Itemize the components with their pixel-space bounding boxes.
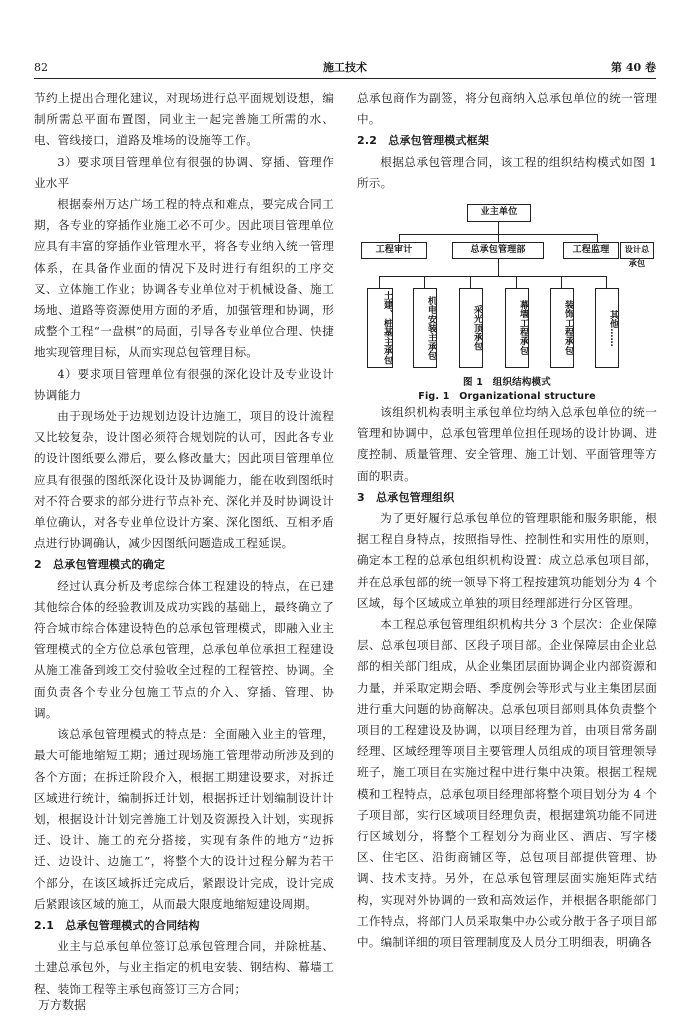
- org-box-decoration: 装饰工程承包: [550, 288, 574, 368]
- paragraph: 该组织机构表明主承包单位均纳入总承包单位的统一管理和协调中，总承包管理单位担任现场的设计协调、进度控制、质量管理、安全管理、施工计划、平面管理等方面的职责。: [357, 405, 657, 483]
- paragraph: 节约上提出合理化建议，对现场进行总平面规划设想，编制所需总平面布置图，同业主一起完善施工所需的水、电、管线接口，道路及堆场的设施等工作。: [34, 91, 334, 148]
- org-chart-figure: [357, 194, 657, 402]
- org-box-audit: 工程审计: [361, 242, 427, 259]
- connector-line: [379, 276, 606, 277]
- watermark-footer: 万方数据: [38, 998, 87, 1012]
- section-heading: 2 总承包管理模式的确定: [34, 558, 166, 572]
- paragraph: 业主与总承包单位签订总承包管理合同，并除桩基、土建总承包外，与业主指定的机电安装、钢结构、幕墙工程、装饰工程等主承包商签订三方合同；: [34, 939, 334, 996]
- connector-line: [498, 222, 499, 234]
- org-box-design-gc: 设计总承包: [620, 242, 654, 259]
- connector-line: [379, 276, 380, 288]
- figure-caption-en: Fig. 1 Organizational structure: [418, 391, 596, 403]
- paragraph: 总承包商作为副签，将分包商纳入总承包单位的统一管理中。: [357, 91, 657, 127]
- org-box-owner: 业主单位: [467, 204, 531, 222]
- org-box-others: 其他……: [595, 288, 619, 368]
- right-column: [357, 88, 657, 953]
- paragraph: 由于现场处于边规划边设计边施工，项目的设计流程又比较复杂，设计图必须符合规划院的认可，因此各专业的设计图纸要么滞后，要么修改量大；因此项目管理单位应具有很强的图纸深化设计及协调能力，能在收到图纸时对不符合要求的部分进行节点补充、深化并及时协调设计单位确认，对各专业单位设计方案、深化图纸、互相矛盾点进行协调确认，减少因图纸问题造成工程延误。: [34, 409, 334, 551]
- section-heading: 2.2 总承包管理模式框架: [357, 134, 490, 148]
- subheading: 3）要求项目管理单位有很强的协调、穿插、管理作业水平: [34, 154, 334, 190]
- paragraph: 经过认真分析及考虑综合体工程建设的特点，在已建其他综合体的经验教训及成功实践的基础上，最终确立了符合城市综合体建设特色的总承包管理模式，即融入业主管理模式的全方位总承包管理，总承包单位承担工程建设从施工准备到竣工交付验收全过程的工程管控、协调。全面负责各个专业分包施工节点的介入、穿插、管理、协调。: [34, 578, 334, 720]
- paragraph: 本工程总承包管理组织机构共分 3 个层次：企业保障层、总承包项目部、区段子项目部。企业保障层由企业总部的相关部门组成，从企业集团层面协调企业内部资源和力量，并采取定期会晤、季度例会等形式与业主集团层面进行重大问题的协商解决。总承包项目部则具体负责整个项目的工程建设及协调，以项目经理为首，由项目常务副经理、区域经理等项目主要管理人员组成的项目管理领导班子，施工项目在实施过程中进行集中决策。根据工程规模和工程特点，总承包项目经理部将整个项目划分为 4 个子项目部，实行区域项目经理负责，根据建筑功能不同进行区域划分，将整个工程划分为商业区、酒店、写字楼区、住宅区、沿街商铺区等，总包项目部提供管理、协调、技术支持。另外，在总承包管理层面实施矩阵式结构，实现对外协调的一致和高效运作，并根据各职能部门工作特点，将部门人员采取集中办公或分散于各子项目部中。编制详细的项目管理制度及人员分工明细表，明确各: [357, 617, 657, 950]
- left-column: [34, 88, 334, 1000]
- org-box-gc-management: 总承包管理部: [452, 242, 544, 259]
- paragraph: 为了更好履行总承包单位的管理职能和服务职能，根据工程自身特点，按照指导性、控制性和实用性的原则，确定本工程的总承包组织机构设置：成立总承包项目部，并在总承包部的统一领导下将工程按建筑功能划分为 4 个区域，每个区域成立单独的项目经理部进行分区管理。: [357, 511, 657, 610]
- connector-line: [498, 234, 499, 242]
- header-rule: [34, 78, 656, 79]
- connector-line: [424, 276, 425, 288]
- volume-label: 第 40 卷: [611, 61, 656, 74]
- org-box-skylight: 采光顶承包: [459, 288, 483, 368]
- connector-line: [498, 258, 499, 276]
- paragraph: 根据泰州万达广场工程的特点和难点，要完成合同工期，各专业的穿插作业施工必不可少。因此项目管理单位应具有丰富的穿插作业管理水平，将各专业纳入统一管理体系，在具备作业面的情况下及时进行有组织的工序交叉、立体施工作业；协调各专业单位对于机械设备、施工场地、道路等资源使用方面的矛盾，加强管理和协调，形成整个工程“一盘棋”的局面，引导各专业单位合理、快捷地实现管理目标，从而实现总包管理目标。: [34, 197, 334, 360]
- connector-line: [597, 234, 598, 242]
- page-number: 82: [34, 61, 48, 74]
- connector-line: [399, 234, 400, 242]
- paragraph: 该总承包管理模式的特点是：全面融入业主的管理，最大可能地缩短工期；通过现场施工管理带动所涉及到的各个方面；在拆迁阶段介入，根据工期建设要求，对拆迁区域进行统计，编制拆迁计划，根据拆迁计划编制设计计划，根据设计计划完善施工计划及资源投入计划，实现拆迁、设计、施工的充分搭接，实现有条件的地方“边拆迁、边设计、边施工”，将整个大的设计过程分解为若干个部分，在该区域拆迁完成后，紧跟设计完成，设计完成后紧跟该区域的施工，从而最大限度地缩短建设周期。: [34, 727, 334, 911]
- page-header: [34, 60, 656, 76]
- connector-line: [561, 276, 562, 288]
- connector-line: [470, 276, 471, 288]
- section-heading: 2.1 总承包管理模式的合同结构: [34, 918, 200, 932]
- connector-line: [516, 276, 517, 288]
- figure-caption-cn: 图 1 组织结构模式: [463, 377, 551, 389]
- journal-title: 施工技术: [323, 61, 367, 74]
- org-box-civil: 土建、桩基主承包: [367, 288, 393, 368]
- section-heading: 3 总承包管理组织: [357, 490, 455, 504]
- org-box-curtainwall: 幕墙工程承包: [505, 288, 529, 368]
- connector-line: [606, 276, 607, 288]
- org-box-supervision: 工程监理: [563, 242, 619, 259]
- subheading: 4）要求项目管理单位有很强的深化设计及专业设计协调能力: [34, 366, 334, 402]
- org-box-mep: 机电安装主承包: [413, 288, 437, 368]
- paragraph: 根据总承包管理合同，该工程的组织结构模式如图 1 所示。: [357, 154, 657, 190]
